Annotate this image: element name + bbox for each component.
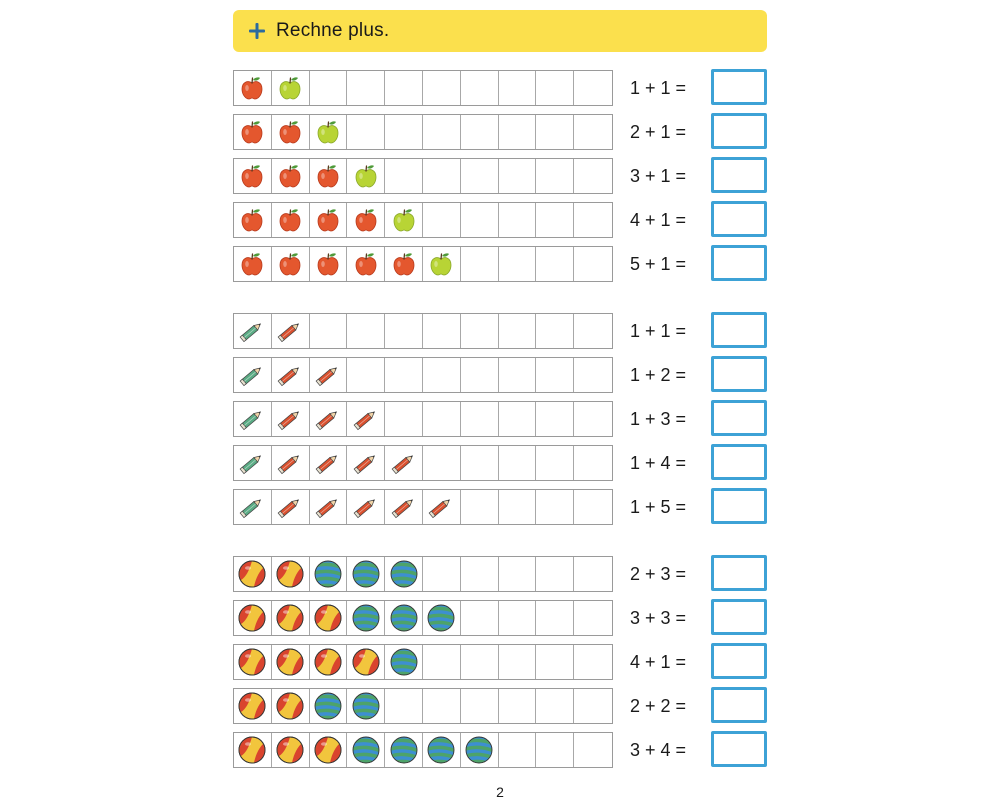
apple-red-icon	[347, 203, 385, 237]
counting-grid	[233, 246, 613, 282]
equation-text: 3 + 3 =	[630, 607, 687, 628]
empty-cell	[347, 71, 385, 105]
empty-cell	[536, 115, 574, 149]
ball-red-icon	[234, 645, 272, 679]
empty-cell	[536, 733, 574, 767]
page-number: 2	[496, 784, 504, 800]
counting-grid	[233, 732, 613, 768]
exercise-title: Rechne plus.	[276, 20, 390, 41]
apple-green-icon	[385, 203, 423, 237]
empty-cell	[385, 402, 423, 436]
apple-red-icon	[272, 203, 310, 237]
equation-text: 1 + 4 =	[630, 452, 687, 473]
answer-box[interactable]	[711, 687, 767, 723]
empty-cell	[574, 601, 612, 635]
empty-cell	[461, 159, 499, 193]
ball-blue-icon	[423, 601, 461, 635]
empty-cell	[461, 247, 499, 281]
empty-cell	[574, 557, 612, 591]
balls-row	[233, 732, 773, 770]
empty-cell	[536, 71, 574, 105]
pencils-row	[233, 357, 773, 395]
pencil-green-icon	[234, 402, 272, 436]
empty-cell	[423, 689, 461, 723]
empty-cell	[574, 159, 612, 193]
empty-cell	[461, 71, 499, 105]
empty-cell	[385, 689, 423, 723]
ball-red-icon	[347, 645, 385, 679]
empty-cell	[499, 71, 537, 105]
answer-box[interactable]	[711, 69, 767, 105]
apple-red-icon	[234, 71, 272, 105]
empty-cell	[499, 115, 537, 149]
apple-red-icon	[310, 159, 348, 193]
empty-cell	[536, 601, 574, 635]
empty-cell	[574, 689, 612, 723]
apple-red-icon	[234, 115, 272, 149]
empty-cell	[499, 358, 537, 392]
empty-cell	[536, 314, 574, 348]
apple-red-icon	[234, 203, 272, 237]
ball-blue-icon	[347, 557, 385, 591]
plus-icon	[248, 22, 266, 40]
apples-row	[233, 70, 773, 108]
empty-cell	[536, 159, 574, 193]
apples-row	[233, 158, 773, 196]
empty-cell	[499, 203, 537, 237]
counting-grid	[233, 445, 613, 481]
empty-cell	[574, 490, 612, 524]
ball-red-icon	[234, 601, 272, 635]
pencils-row	[233, 401, 773, 439]
empty-cell	[536, 689, 574, 723]
answer-box[interactable]	[711, 356, 767, 392]
equation-text: 4 + 1 =	[630, 209, 687, 230]
empty-cell	[423, 71, 461, 105]
equation-text: 2 + 3 =	[630, 563, 687, 584]
pencil-red-icon	[310, 358, 348, 392]
empty-cell	[461, 358, 499, 392]
counting-grid	[233, 600, 613, 636]
answer-box[interactable]	[711, 488, 767, 524]
pencil-red-icon	[272, 314, 310, 348]
apple-red-icon	[385, 247, 423, 281]
equation-text: 2 + 2 =	[630, 695, 687, 716]
empty-cell	[499, 689, 537, 723]
apple-red-icon	[272, 247, 310, 281]
empty-cell	[499, 314, 537, 348]
empty-cell	[385, 358, 423, 392]
counting-grid	[233, 158, 613, 194]
empty-cell	[574, 446, 612, 480]
ball-red-icon	[272, 689, 310, 723]
apples-row	[233, 114, 773, 152]
empty-cell	[461, 203, 499, 237]
answer-box[interactable]	[711, 245, 767, 281]
empty-cell	[499, 601, 537, 635]
ball-red-icon	[234, 689, 272, 723]
pencils-row	[233, 445, 773, 483]
equation-text: 2 + 1 =	[630, 121, 687, 142]
empty-cell	[536, 645, 574, 679]
answer-box[interactable]	[711, 555, 767, 591]
ball-blue-icon	[385, 601, 423, 635]
empty-cell	[461, 601, 499, 635]
empty-cell	[574, 733, 612, 767]
empty-cell	[499, 159, 537, 193]
apples-row	[233, 202, 773, 240]
apple-red-icon	[310, 247, 348, 281]
ball-blue-icon	[347, 601, 385, 635]
pencil-red-icon	[423, 490, 461, 524]
empty-cell	[385, 314, 423, 348]
empty-cell	[385, 159, 423, 193]
answer-box[interactable]	[711, 731, 767, 767]
equation-text: 1 + 2 =	[630, 364, 687, 385]
empty-cell	[499, 446, 537, 480]
counting-grid	[233, 644, 613, 680]
empty-cell	[536, 247, 574, 281]
empty-cell	[574, 358, 612, 392]
counting-grid	[233, 202, 613, 238]
pencil-red-icon	[385, 446, 423, 480]
apple-green-icon	[272, 71, 310, 105]
empty-cell	[574, 115, 612, 149]
ball-blue-icon	[347, 689, 385, 723]
empty-cell	[499, 557, 537, 591]
pencils-row	[233, 489, 773, 527]
answer-box[interactable]	[711, 599, 767, 635]
pencil-green-icon	[234, 358, 272, 392]
counting-grid	[233, 114, 613, 150]
empty-cell	[423, 557, 461, 591]
empty-cell	[536, 203, 574, 237]
empty-cell	[347, 115, 385, 149]
equation-text: 4 + 1 =	[630, 651, 687, 672]
counting-grid	[233, 313, 613, 349]
pencil-red-icon	[347, 490, 385, 524]
empty-cell	[423, 314, 461, 348]
equation-text: 3 + 1 =	[630, 165, 687, 186]
apple-red-icon	[234, 159, 272, 193]
pencil-green-icon	[234, 446, 272, 480]
empty-cell	[385, 71, 423, 105]
empty-cell	[423, 358, 461, 392]
empty-cell	[310, 314, 348, 348]
answer-box[interactable]	[711, 400, 767, 436]
empty-cell	[461, 115, 499, 149]
balls-row	[233, 600, 773, 638]
empty-cell	[461, 689, 499, 723]
equation-text: 3 + 4 =	[630, 739, 687, 760]
answer-box[interactable]	[711, 157, 767, 193]
ball-red-icon	[234, 733, 272, 767]
pencil-green-icon	[234, 314, 272, 348]
empty-cell	[574, 402, 612, 436]
empty-cell	[499, 645, 537, 679]
empty-cell	[423, 645, 461, 679]
apple-green-icon	[347, 159, 385, 193]
empty-cell	[310, 71, 348, 105]
counting-grid	[233, 357, 613, 393]
ball-red-icon	[310, 645, 348, 679]
pencil-red-icon	[310, 402, 348, 436]
pencil-green-icon	[234, 490, 272, 524]
ball-blue-icon	[385, 557, 423, 591]
empty-cell	[536, 402, 574, 436]
empty-cell	[574, 247, 612, 281]
pencil-red-icon	[272, 402, 310, 436]
equation-text: 1 + 3 =	[630, 408, 687, 429]
empty-cell	[499, 490, 537, 524]
ball-red-icon	[272, 645, 310, 679]
empty-cell	[423, 203, 461, 237]
counting-grid	[233, 70, 613, 106]
balls-row	[233, 688, 773, 726]
empty-cell	[423, 159, 461, 193]
ball-blue-icon	[385, 645, 423, 679]
ball-blue-icon	[423, 733, 461, 767]
apple-green-icon	[310, 115, 348, 149]
pencil-red-icon	[385, 490, 423, 524]
apple-red-icon	[347, 247, 385, 281]
ball-red-icon	[310, 601, 348, 635]
answer-box[interactable]	[711, 444, 767, 480]
ball-red-icon	[272, 557, 310, 591]
balls-row	[233, 644, 773, 682]
apple-red-icon	[234, 247, 272, 281]
empty-cell	[536, 358, 574, 392]
empty-cell	[385, 115, 423, 149]
apple-red-icon	[310, 203, 348, 237]
answer-box[interactable]	[711, 643, 767, 679]
counting-grid	[233, 688, 613, 724]
ball-blue-icon	[461, 733, 499, 767]
pencil-red-icon	[272, 490, 310, 524]
ball-blue-icon	[385, 733, 423, 767]
empty-cell	[423, 446, 461, 480]
answer-box[interactable]	[711, 312, 767, 348]
empty-cell	[461, 557, 499, 591]
empty-cell	[574, 314, 612, 348]
pencils-row	[233, 313, 773, 351]
counting-grid	[233, 556, 613, 592]
apples-row	[233, 246, 773, 284]
empty-cell	[574, 203, 612, 237]
apple-red-icon	[272, 115, 310, 149]
empty-cell	[536, 557, 574, 591]
ball-red-icon	[310, 733, 348, 767]
empty-cell	[536, 490, 574, 524]
empty-cell	[461, 490, 499, 524]
ball-red-icon	[272, 733, 310, 767]
ball-blue-icon	[310, 557, 348, 591]
answer-box[interactable]	[711, 113, 767, 149]
ball-red-icon	[234, 557, 272, 591]
pencil-red-icon	[272, 358, 310, 392]
empty-cell	[499, 402, 537, 436]
equation-text: 5 + 1 =	[630, 253, 687, 274]
counting-grid	[233, 489, 613, 525]
empty-cell	[347, 314, 385, 348]
counting-grid	[233, 401, 613, 437]
answer-box[interactable]	[711, 201, 767, 237]
pencil-red-icon	[272, 446, 310, 480]
empty-cell	[461, 645, 499, 679]
apple-red-icon	[272, 159, 310, 193]
pencil-red-icon	[310, 446, 348, 480]
ball-blue-icon	[310, 689, 348, 723]
empty-cell	[461, 402, 499, 436]
pencil-red-icon	[347, 446, 385, 480]
empty-cell	[461, 446, 499, 480]
empty-cell	[574, 71, 612, 105]
empty-cell	[347, 358, 385, 392]
empty-cell	[423, 115, 461, 149]
empty-cell	[536, 446, 574, 480]
empty-cell	[499, 247, 537, 281]
equation-text: 1 + 5 =	[630, 496, 687, 517]
balls-row	[233, 556, 773, 594]
empty-cell	[499, 733, 537, 767]
equation-text: 1 + 1 =	[630, 77, 687, 98]
exercise-header	[233, 10, 767, 52]
equation-text: 1 + 1 =	[630, 320, 687, 341]
ball-red-icon	[272, 601, 310, 635]
ball-blue-icon	[347, 733, 385, 767]
empty-cell	[423, 402, 461, 436]
apple-green-icon	[423, 247, 461, 281]
empty-cell	[574, 645, 612, 679]
empty-cell	[461, 314, 499, 348]
pencil-red-icon	[347, 402, 385, 436]
pencil-red-icon	[310, 490, 348, 524]
